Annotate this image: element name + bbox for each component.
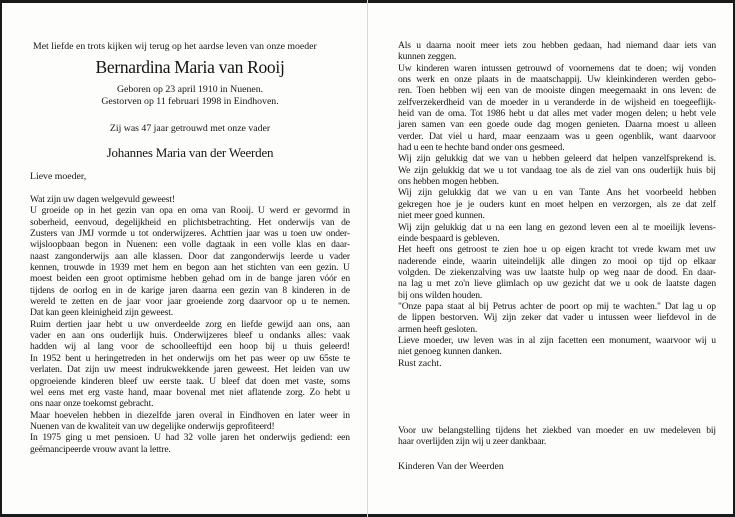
text-line: wereld te zetten en de jaar voor jaar groeiende zorg daarvoor op u te nemen.	[30, 296, 350, 308]
text-line: jaren samen van een goede oude dag mogen genieten. Daarna moest u alleen	[398, 119, 716, 131]
intro-text: Met liefde en trots kijken wij terug op het aardse leven van onze moeder	[33, 41, 317, 52]
text-line: Wij zijn gelukkig dat u na een lang en gezond leven een al te moeilijk levens-	[398, 221, 716, 233]
text-line: wel eens met erg vaste hand, maar bovenal met niet aflatende zorg. Zo hebt u	[30, 386, 350, 398]
text-line: naderende einde, waarin uiteindelijk alle dingen zo mooi op tijd op elkaar	[398, 255, 716, 267]
salutation: Lieve moeder,	[30, 171, 87, 182]
signature: Kinderen Van der Weerden	[398, 461, 504, 472]
text-line: armen heeft gesloten.	[398, 323, 478, 335]
text-line: Wij zijn gelukkig dat we van u en van Tante Ans het voorbeeld hebben	[398, 187, 716, 199]
text-line: Het heeft ons getroost te zien hoe u op eigen kracht tot vrede kwam met uw	[398, 244, 716, 256]
text-line: In 1952 bent u heringetreden in het onderwijs om het pas weer op uw 65ste te	[30, 352, 350, 364]
text-line: de lippen bestorven. Wij zijn zeker dat vader u intussen weer liefdevol in de	[398, 312, 716, 324]
text-line: kennen, trouwde in 1939 met hem en begon aan het stichten van een gezin. U	[30, 262, 350, 274]
text-line: U groeide op in het gezin van opa en oma van Rooij. U werd er gevormd in	[30, 205, 350, 217]
text-line: niet meer goed kunnen.	[398, 210, 485, 222]
text-line: gekregen hoe je je ouders kunt en moet helpen en verzorgen, als ze dat zelf	[398, 198, 716, 210]
text-line: wijsloopbaan begon in Nuenen: een volle dagtaak in een volle klas en daar-	[30, 239, 350, 251]
text-line: had u een te hechte band onder ons gesmeed.	[398, 142, 565, 154]
text-line: volgden. De ziekenzalving was uw laatste hulp op weg naar de dood. En daar-	[398, 266, 716, 278]
text-line: Nuenen van de kwaliteit van uw degelijke onderwijs geprofiteerd!	[30, 420, 275, 432]
text-line: opgroeiende kinderen bleef uw eerste taak. U bleef dat doen met vaste, soms	[30, 375, 350, 387]
text-line: Wij zijn gelukkig dat we van u hebben geleerd dat helpen vanzelfsprekend is.	[398, 153, 716, 165]
husband-name: Johannes Maria van der Weerden	[106, 145, 274, 160]
text-line: Voor uw belangstelling tijdens het ziekbed van moeder en uw medeleven bij	[398, 425, 716, 436]
text-line: ons hebben mogen hebben.	[398, 176, 499, 188]
text-line: naast zangonderwijs aan alle klassen. Door dat zangonderwijs leerde u vader	[30, 250, 350, 262]
text-line: bij ons wilden houden.	[398, 289, 483, 301]
text-line: einde bespaard is gebleven.	[398, 232, 500, 244]
text-line: verder. Dat viel u hard, maar eenzaam was u geen ogenblik, want daarvoor	[398, 130, 716, 142]
text-line: heid van de oma. Tot 1986 hebt u dat alles met vader mogen delen; u hebt vele	[398, 108, 716, 120]
left-body-text	[30, 194, 350, 455]
text-line: We zijn gelukkig dat we u tot vandaag toe als de ziel van ons ouderlijk huis bij	[398, 164, 716, 176]
text-line: ons werk en onze plaats in de maatschappij. Uw kleinkinderen werden gebo-	[398, 74, 716, 86]
text-line: hadden wij al lang voor de schoolleeftijd een hoop bij u thuis geleerd!	[30, 341, 350, 353]
text-line: Ruim dertien jaar hebt u uw onverdeelde zorg en liefde gewijd aan ons, aan	[30, 318, 350, 330]
text-line: ren. Toen hebben wij een van de mooiste dingen meegemaakt in ons leven: de	[398, 85, 716, 97]
text-line: Dat kan geen kleinigheid zijn geweest.	[30, 307, 173, 319]
death-line: Gestorven op 11 februari 1998 in Eindhoven.	[101, 96, 279, 107]
text-line: Uw kinderen waren intussen getrouwd of voornemens dat te doen; wij vonden	[398, 62, 716, 74]
text-line: Als u daarna nooit meer iets zou hebben gedaan, had niemand daar iets van	[398, 40, 716, 51]
text-line: Zusters van JMJ vormde u tot onderwijzeres. Achttien jaar was u toen uw onder-	[30, 228, 350, 240]
text-line: moest beiden een groot optimisme hebben gehad om in de bange jaren vóór en	[30, 273, 350, 285]
rest-in-peace: Rust zacht.	[398, 358, 442, 369]
text-line: Wat zijn uw dagen welgevuld geweest!	[30, 194, 175, 205]
text-line: na lag u met zo'n lieve glimlach op uw gezicht dat we u ook de laatste dagen	[398, 278, 716, 290]
thanks-text	[398, 425, 716, 448]
text-line: In 1975 ging u met pensioen. U had 32 volle jaren het onderwijs gediend: een	[30, 432, 350, 444]
text-line: kunnen zeggen.	[398, 51, 457, 63]
text-line: verlaten. Dat zijn uw meest indrukwekkende jaren geweest. Het leiden van uw	[30, 364, 350, 376]
text-line: "Onze papa staat al bij Petrus achter de poort op mij te wachten." Dat lag u op	[398, 300, 716, 312]
center-fold	[367, 0, 368, 517]
card-border-left	[0, 0, 2, 517]
text-line: haar overlijden zijn wij u zeer dankbaar.	[398, 436, 547, 448]
text-line: tijdens de oorlog en in de karige jaren daarna een gezin van 8 kinderen in de	[30, 284, 350, 296]
text-line: vader en aan ons ouderlijk huis. Onderwijzeres bleef u ondanks alles: vaak	[30, 330, 350, 342]
text-line: soberheid, eenvoud, degelijkheid en plichtsbetrachting. Het onderwijs van de	[30, 216, 350, 228]
text-line: Lieve moeder, uw leven was in al zijn facetten een monument, waarvoor wij u	[398, 334, 716, 346]
birth-line: Geboren op 23 april 1910 in Nuenen.	[116, 84, 264, 95]
text-line: niet genoeg kunnen danken.	[398, 346, 502, 358]
text-line: geëmancipeerde vrouw avant la lettre.	[30, 443, 171, 455]
text-line: zelfverzekerdheid van de moeder in u veranderde in de wijsheid en toegeeflijk-	[398, 96, 716, 108]
right-body-text	[398, 40, 716, 358]
text-line: ons naar onze toekomst gebracht.	[30, 398, 154, 410]
deceased-name: Bernardina Maria van Rooij	[95, 57, 285, 77]
text-line: Maar hoevelen hebben in diezelfde jaren overal in Eindhoven en later weer in	[30, 409, 350, 421]
marriage-line: Zij was 47 jaar getrouwd met onze vader	[109, 123, 271, 134]
